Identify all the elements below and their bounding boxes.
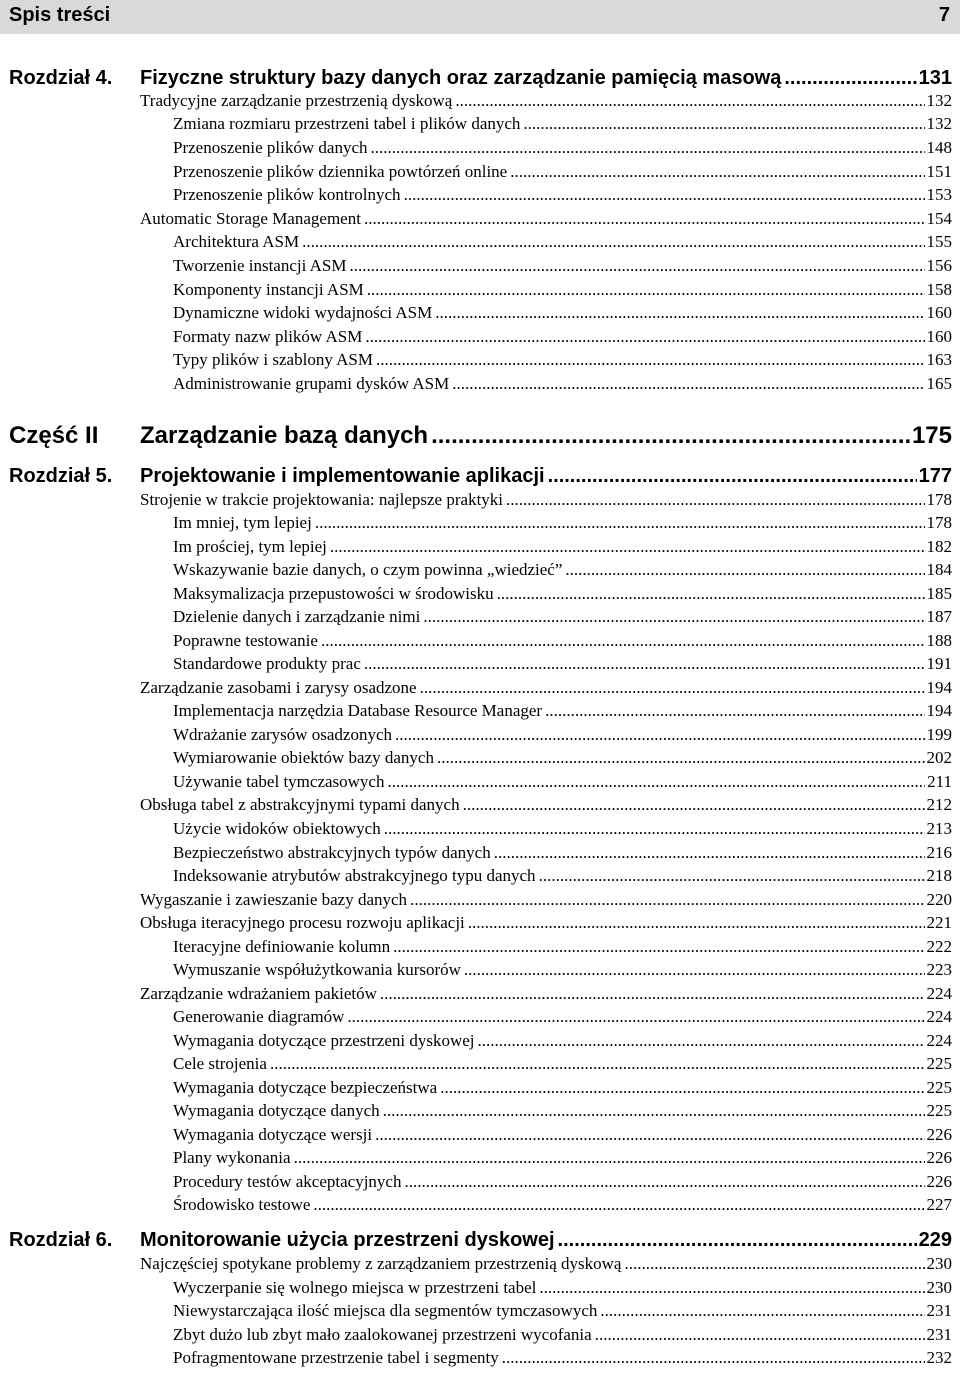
toc-entry[interactable] — [173, 136, 952, 159]
entry-title: Obsługa iteracyjnego procesu rozwoju aplikacji — [140, 913, 465, 932]
entry-page: 132 — [926, 91, 952, 110]
toc-entry[interactable] — [173, 511, 952, 534]
entry-page: 163 — [926, 350, 952, 369]
toc-entry[interactable] — [173, 1323, 952, 1346]
dot-leader — [506, 488, 924, 511]
entry-title: Formaty nazw plików ASM — [173, 327, 363, 346]
entry-title: Przenoszenie plików dziennika powtórzeń online — [173, 162, 508, 181]
dot-leader — [624, 1252, 924, 1275]
dot-leader — [455, 89, 924, 112]
entry-page: 212 — [926, 795, 952, 814]
toc-entry[interactable] — [173, 864, 952, 887]
dot-leader — [380, 982, 925, 1005]
toc-entry[interactable] — [173, 325, 952, 348]
chapter-title: Fizyczne struktury bazy danych oraz zarządzanie pamięcią masową — [140, 67, 782, 89]
entry-page: 226 — [926, 1148, 952, 1167]
entry-page: 218 — [926, 866, 952, 885]
entry-title: Administrowanie grupami dysków ASM — [173, 374, 450, 393]
entry-page: 225 — [926, 1078, 952, 1097]
chapter-page: 229 — [918, 1229, 952, 1251]
dot-leader — [463, 793, 925, 816]
dot-leader — [350, 254, 925, 277]
entry-title: Przenoszenie plików danych — [173, 138, 368, 157]
entry-title: Niewystarczająca ilość miejsca dla segmentów tymczasowych — [173, 1301, 598, 1320]
entry-title: Obsługa tabel z abstrakcyjnymi typami danych — [140, 795, 460, 814]
entry-page: 194 — [926, 701, 952, 720]
dot-leader — [440, 1076, 924, 1099]
entry-page: 199 — [926, 725, 952, 744]
toc-entry[interactable] — [173, 183, 952, 206]
entry-title: Wygaszanie i zawieszanie bazy danych — [140, 890, 408, 909]
entry-title: Dynamiczne widoki wydajności ASM — [173, 303, 433, 322]
toc-entry[interactable] — [173, 1146, 952, 1169]
entry-page: 230 — [926, 1278, 952, 1297]
entry-title: Przenoszenie plików kontrolnych — [173, 185, 401, 204]
entry-page: 165 — [926, 374, 952, 393]
entry-title: Komponenty instancji ASM — [173, 280, 364, 299]
dot-leader — [784, 64, 916, 92]
entry-page: 182 — [926, 537, 952, 556]
entry-title: Zmiana rozmiaru przestrzeni tabel i plików danych — [173, 114, 521, 133]
dot-leader — [558, 1226, 917, 1254]
toc-entry[interactable] — [140, 488, 952, 511]
dot-leader — [302, 230, 924, 253]
dot-leader — [600, 1299, 924, 1322]
entry-title: Architektura ASM — [173, 232, 300, 251]
dot-leader — [270, 1052, 925, 1075]
entry-page: 213 — [926, 819, 952, 838]
dot-leader — [393, 935, 924, 958]
entry-page: 211 — [927, 772, 952, 791]
dot-leader — [376, 348, 925, 371]
entry-page: 225 — [926, 1054, 952, 1073]
dot-leader — [367, 278, 925, 301]
toc-entry[interactable] — [173, 605, 952, 628]
entry-page: 224 — [926, 1031, 952, 1050]
dot-leader — [502, 1346, 925, 1369]
entry-title: Im prościej, tym lepiej — [173, 537, 327, 556]
toc-entry[interactable] — [140, 1252, 952, 1275]
entry-page: 226 — [926, 1172, 952, 1191]
toc-entry[interactable] — [173, 629, 952, 652]
entry-page: 221 — [926, 913, 952, 932]
dot-leader — [404, 183, 925, 206]
toc-entry[interactable] — [173, 1193, 952, 1216]
toc-entry[interactable] — [173, 1099, 952, 1122]
toc-entry[interactable] — [173, 1123, 952, 1146]
dot-leader — [347, 1005, 924, 1028]
dot-leader — [595, 1323, 925, 1346]
entry-title: Zarządzanie zasobami i zarysy osadzone — [140, 678, 417, 697]
chapter-title: Projektowanie i implementowanie aplikacji — [140, 465, 545, 487]
page-header — [0, 0, 960, 34]
entry-title: Wymuszanie współużytkowania kursorów — [173, 960, 461, 979]
entry-page: 227 — [926, 1195, 952, 1214]
entry-title: Indeksowanie atrybutów abstrakcyjnego typu danych — [173, 866, 536, 885]
entry-title: Im mniej, tym lepiej — [173, 513, 312, 532]
entry-title: Użycie widoków obiektowych — [173, 819, 381, 838]
toc-entry[interactable] — [173, 746, 952, 769]
chapter-heading[interactable] — [9, 462, 952, 490]
toc-entry[interactable] — [140, 676, 952, 699]
part-label: Część II — [9, 422, 99, 449]
dot-leader — [364, 207, 925, 230]
toc-entry[interactable] — [173, 1276, 952, 1299]
dot-leader — [365, 325, 924, 348]
chapter-page: 131 — [918, 67, 952, 89]
entry-page: 153 — [926, 185, 952, 204]
part-page: 175 — [911, 422, 952, 449]
toc-entry[interactable] — [173, 723, 952, 746]
entry-title: Wdrażanie zarysów osadzonych — [173, 725, 393, 744]
entry-page: 191 — [926, 654, 952, 673]
entry-page: 184 — [926, 560, 952, 579]
toc-entry[interactable] — [140, 793, 952, 816]
toc-entry[interactable] — [173, 1170, 952, 1193]
entry-title: Bezpieczeństwo abstrakcyjnych typów danych — [173, 843, 491, 862]
toc-entry[interactable] — [173, 582, 952, 605]
entry-page: 202 — [926, 748, 952, 767]
entry-page: 220 — [926, 890, 952, 909]
toc-entry[interactable] — [140, 89, 952, 112]
dot-leader — [404, 1170, 924, 1193]
toc-entry[interactable] — [140, 911, 952, 934]
dot-leader — [387, 770, 925, 793]
entry-page: 158 — [926, 280, 952, 299]
dot-leader — [437, 746, 925, 769]
dot-leader — [545, 699, 924, 722]
entry-title: Generowanie diagramów — [173, 1007, 345, 1026]
toc-entry[interactable] — [173, 1052, 952, 1075]
toc-entry[interactable] — [173, 841, 952, 864]
dot-leader — [383, 1099, 925, 1122]
entry-page: 224 — [926, 1007, 952, 1026]
entry-title: Wymagania dotyczące wersji — [173, 1125, 373, 1144]
entry-title: Najczęściej spotykane problemy z zarządzaniem przestrzenią dyskową — [140, 1254, 622, 1273]
entry-title: Zarządzanie wdrażaniem pakietów — [140, 984, 377, 1003]
dot-leader — [410, 888, 924, 911]
entry-title: Cele strojenia — [173, 1054, 267, 1073]
dot-leader — [364, 652, 925, 675]
dot-leader — [330, 535, 925, 558]
entry-title: Strojenie w trakcie projektowania: najlepsze praktyki — [140, 490, 504, 509]
entry-title: Używanie tabel tymczasowych — [173, 772, 385, 791]
toc-entry[interactable] — [140, 207, 952, 230]
dot-leader — [452, 372, 924, 395]
dot-leader — [321, 629, 925, 652]
entry-page: 156 — [926, 256, 952, 275]
chapter-heading[interactable] — [9, 1226, 952, 1254]
entry-page: 188 — [926, 631, 952, 650]
toc-entry[interactable] — [173, 652, 952, 675]
part-title: Zarządzanie bazą danych — [140, 422, 429, 449]
chapter-label: Rozdział 6. — [9, 1229, 113, 1251]
entry-page: 224 — [926, 984, 952, 1003]
dot-leader — [494, 841, 925, 864]
dot-leader — [395, 723, 924, 746]
dot-leader — [384, 817, 925, 840]
dot-leader — [548, 462, 917, 490]
toc-entry[interactable] — [173, 958, 952, 981]
entry-title: Wymagania dotyczące bezpieczeństwa — [173, 1078, 438, 1097]
toc-entry[interactable] — [173, 112, 952, 135]
entry-page: 151 — [926, 162, 952, 181]
toc-entry[interactable] — [173, 935, 952, 958]
toc-entry[interactable] — [173, 372, 952, 395]
toc-entry[interactable] — [173, 254, 952, 277]
toc-entry[interactable] — [173, 1346, 952, 1369]
entry-page: 230 — [926, 1254, 952, 1273]
entry-page: 155 — [926, 232, 952, 251]
toc-entry[interactable] — [173, 770, 952, 793]
entry-title: Maksymalizacja przepustowości w środowisku — [173, 584, 494, 603]
entry-page: 187 — [926, 607, 952, 626]
entry-page: 148 — [926, 138, 952, 157]
entry-page: 222 — [926, 937, 952, 956]
toc-entry[interactable] — [173, 817, 952, 840]
dot-leader — [375, 1123, 924, 1146]
entry-page: 178 — [926, 490, 952, 509]
entry-title: Tradycyjne zarządzanie przestrzenią dyskową — [140, 91, 453, 110]
toc-entry[interactable] — [173, 160, 952, 183]
entry-page: 185 — [926, 584, 952, 603]
chapter-page: 177 — [918, 465, 952, 487]
entry-title: Wyczerpanie się wolnego miejsca w przestrzeni tabel — [173, 1278, 537, 1297]
entry-title: Tworzenie instancji ASM — [173, 256, 347, 275]
entry-page: 154 — [926, 209, 952, 228]
entry-title: Poprawne testowanie — [173, 631, 318, 650]
dot-leader — [294, 1146, 925, 1169]
entry-title: Pofragmentowane przestrzenie tabel i segmenty — [173, 1348, 499, 1367]
dot-leader — [523, 112, 924, 135]
dot-leader — [420, 676, 925, 699]
entry-page: 223 — [926, 960, 952, 979]
toc-entry[interactable] — [140, 982, 952, 1005]
toc-entry[interactable] — [173, 301, 952, 324]
entry-title: Wymiarowanie obiektów bazy danych — [173, 748, 434, 767]
entry-title: Zbyt dużo lub zbyt mało zaalokowanej przestrzeni wycofania — [173, 1325, 592, 1344]
toc-entry[interactable] — [173, 278, 952, 301]
entry-page: 178 — [926, 513, 952, 532]
entry-title: Środowisko testowe — [173, 1195, 311, 1214]
toc-entry[interactable] — [173, 348, 952, 371]
entry-title: Wskazywanie bazie danych, o czym powinna „wiedzieć” — [173, 560, 563, 579]
header-title: Spis treści — [9, 4, 111, 26]
entry-title: Wymagania dotyczące przestrzeni dyskowej — [173, 1031, 475, 1050]
toc-entry[interactable] — [173, 230, 952, 253]
entry-title: Implementacja narzędzia Database Resource Manager — [173, 701, 543, 720]
entry-title: Standardowe produkty prac — [173, 654, 361, 673]
dot-leader — [423, 605, 924, 628]
chapter-heading[interactable] — [9, 64, 952, 92]
dot-leader — [478, 1029, 925, 1052]
entry-page: 231 — [926, 1325, 952, 1344]
entry-title: Typy plików i szablony ASM — [173, 350, 373, 369]
dot-leader — [315, 511, 925, 534]
entry-page: 160 — [926, 303, 952, 322]
header-page-number: 7 — [938, 4, 950, 26]
entry-title: Automatic Storage Management — [140, 209, 361, 228]
entry-page: 226 — [926, 1125, 952, 1144]
toc-entry[interactable] — [173, 558, 952, 581]
toc-entry[interactable] — [140, 888, 952, 911]
dot-leader — [565, 558, 924, 581]
entry-title: Iteracyjne definiowanie kolumn — [173, 937, 391, 956]
toc-entry[interactable] — [173, 1299, 952, 1322]
entry-page: 225 — [926, 1101, 952, 1120]
entry-title: Wymagania dotyczące danych — [173, 1101, 380, 1120]
dot-leader — [539, 1276, 924, 1299]
toc-entry[interactable] — [173, 1076, 952, 1099]
dot-leader — [539, 864, 925, 887]
dot-leader — [510, 160, 924, 183]
dot-leader — [435, 301, 924, 324]
chapter-label: Rozdział 4. — [9, 67, 113, 89]
toc-entry[interactable] — [173, 1029, 952, 1052]
dot-leader — [371, 136, 925, 159]
dot-leader — [313, 1193, 924, 1216]
toc-entry[interactable] — [173, 699, 952, 722]
chapter-title: Monitorowanie użycia przestrzeni dyskowej — [140, 1229, 555, 1251]
entry-page: 194 — [926, 678, 952, 697]
toc-entry[interactable] — [173, 535, 952, 558]
dot-leader — [464, 958, 925, 981]
entry-title: Plany wykonania — [173, 1148, 291, 1167]
part-heading[interactable] — [9, 420, 952, 452]
entry-page: 132 — [926, 114, 952, 133]
entry-title: Dzielenie danych i zarządzanie nimi — [173, 607, 421, 626]
entry-page: 231 — [926, 1301, 952, 1320]
entry-page: 232 — [926, 1348, 952, 1367]
toc-entry[interactable] — [173, 1005, 952, 1028]
chapter-label: Rozdział 5. — [9, 465, 113, 487]
dot-leader — [468, 911, 925, 934]
entry-title: Procedury testów akceptacyjnych — [173, 1172, 402, 1191]
dot-leader — [497, 582, 925, 605]
dot-leader — [431, 420, 910, 452]
entry-page: 216 — [926, 843, 952, 862]
entry-page: 160 — [926, 327, 952, 346]
